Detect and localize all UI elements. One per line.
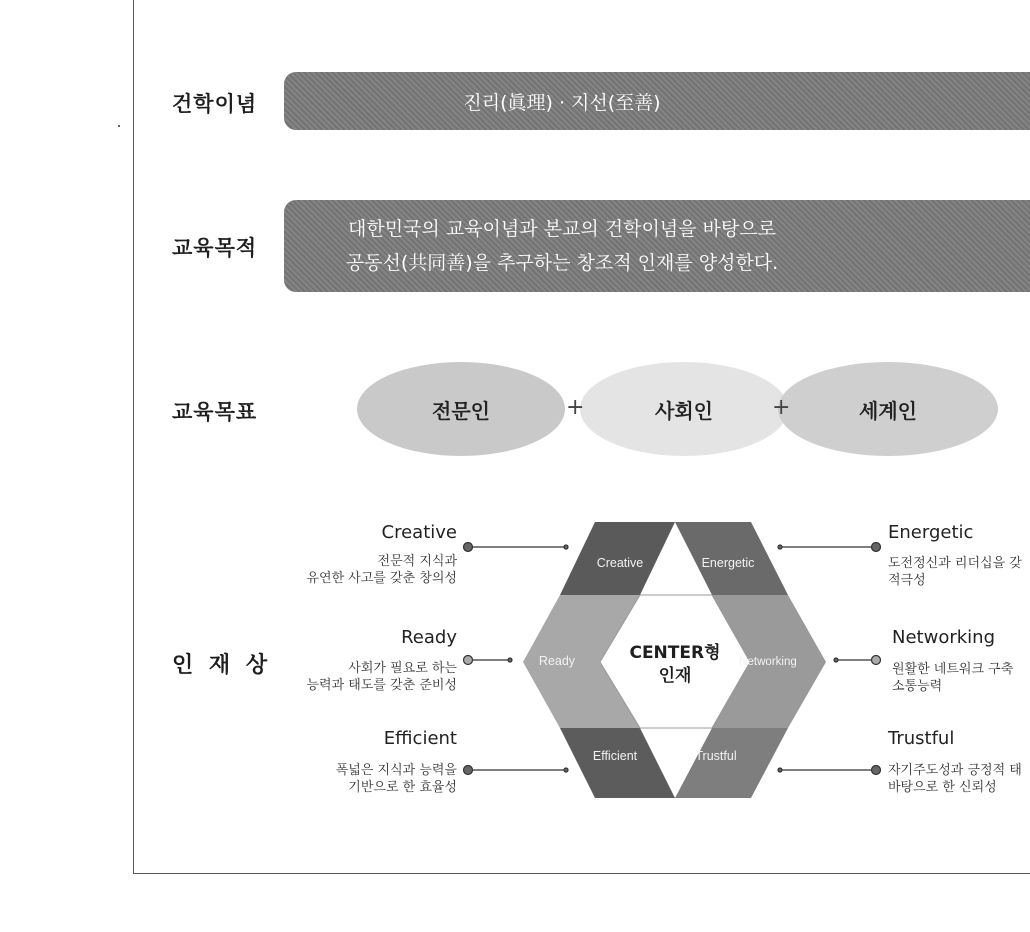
trait-energetic-desc: [888, 555, 1022, 589]
plus-sign-2: +: [772, 395, 791, 420]
trait-efficient-title: Efficient: [383, 728, 457, 749]
center-title-line-1: CENTER형: [629, 643, 721, 663]
trait-energetic-desc-2: 적극성: [888, 573, 926, 588]
segment-label-efficient: Efficient: [592, 749, 638, 763]
center-title-line-2: 인재: [658, 666, 692, 686]
trait-trustful-title: Trustful: [888, 728, 955, 749]
trait-creative-desc: [260, 553, 457, 587]
trait-trustful-desc-2: 바탕으로 한 신뢰성: [888, 780, 997, 795]
trait-creative-desc-2: 유연한 사고를 갖춘 창의성: [306, 571, 457, 586]
connector-end-efficient: [564, 768, 568, 772]
trait-efficient-desc-1: 폭넓은 지식과 능력을: [335, 763, 457, 778]
trait-ready-desc: [260, 660, 457, 694]
purpose-line-2: 공동선(共同善)을 추구하는 창조적 인재를 양성한다.: [345, 252, 779, 274]
trait-efficient-desc: [260, 762, 457, 796]
trait-creative-title: Creative: [381, 522, 457, 543]
segment-label-energetic: Energetic: [701, 556, 755, 570]
plus-sign-1: +: [566, 395, 585, 420]
trait-ready-desc-1: 사회가 필요로 하는: [348, 661, 457, 676]
segment-label-trustful: Trustful: [695, 749, 737, 763]
trait-ready-desc-2: 능력과 태도를 갖춘 준비성: [306, 678, 457, 693]
trait-energetic-desc-1: 도전정신과 리더십을 갖: [888, 556, 1022, 571]
purpose-label: 교육목적: [172, 236, 258, 260]
connector-end-energetic: [778, 545, 782, 549]
connector-dot-energetic: [872, 543, 881, 552]
trait-networking-desc-2: 소통능력: [892, 679, 943, 694]
trait-networking-desc-1: 원활한 네트워크 구축: [892, 662, 1014, 677]
trait-efficient-desc-2: 기반으로 한 효율성: [348, 780, 457, 795]
goals-label: 교육목표: [172, 400, 258, 424]
segment-label-networking: Networking: [739, 656, 797, 668]
talent-label: 인 재 상: [172, 653, 272, 678]
trait-ready-title: Ready: [401, 627, 457, 648]
philosophy-text: 진리(眞理) · 지선(至善): [463, 91, 661, 114]
trait-networking-title: Networking: [892, 627, 995, 648]
segment-label-creative: Creative: [596, 556, 644, 570]
connector-dot-networking: [872, 656, 881, 665]
trait-trustful-desc: [888, 762, 1022, 796]
goal-social: 사회인: [580, 362, 788, 456]
purpose-line-1: 대한민국의 교육이념과 본교의 건학이념을 바탕으로: [348, 218, 776, 240]
trait-energetic-title: Energetic: [888, 522, 974, 543]
philosophy-label: 건학이념: [172, 92, 258, 116]
connector-dot-trustful: [872, 766, 881, 775]
connector-dot-creative: [464, 543, 473, 552]
connector-end-creative: [564, 545, 568, 549]
connector-end-networking: [834, 658, 838, 662]
connector-end-trustful: [778, 768, 782, 772]
goal-global: 세계인: [778, 362, 998, 456]
segment-trustful: [675, 728, 788, 798]
connector-dot-ready: [464, 656, 473, 665]
trait-trustful-desc-1: 자기주도성과 긍정적 태: [888, 763, 1022, 778]
connector-end-ready: [508, 658, 512, 662]
segment-efficient: [560, 728, 675, 798]
segment-label-ready: Ready: [538, 654, 576, 668]
trait-networking-desc: [892, 661, 1013, 695]
trait-creative-desc-1: 전문적 지식과: [377, 554, 457, 569]
goal-professional: 전문인: [357, 362, 565, 456]
connector-dot-efficient: [464, 766, 473, 775]
